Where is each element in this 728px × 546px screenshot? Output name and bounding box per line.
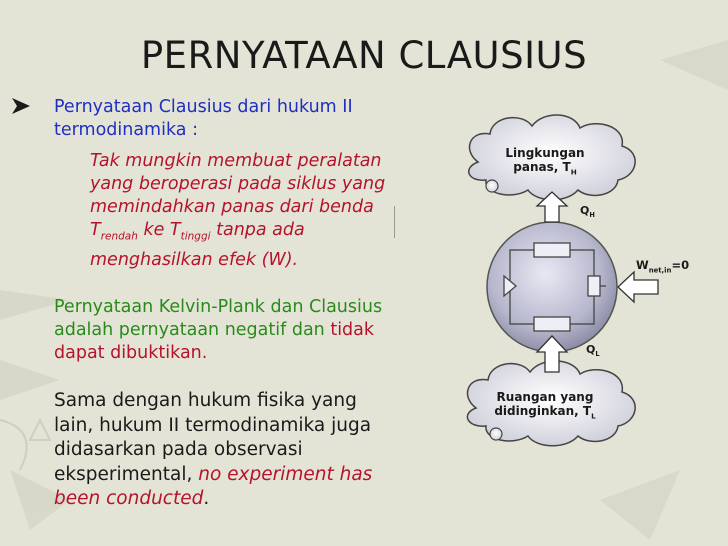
physics-line-2: lain, hukum II termodinamika juga xyxy=(54,414,372,436)
t-high-subscript: tinggi xyxy=(180,230,211,243)
cold-reservoir-subscript: L xyxy=(591,411,596,421)
heat-pump-device xyxy=(487,222,617,352)
work-symbol: W xyxy=(636,258,649,272)
kelvin-part-4: dapat dibuktikan. xyxy=(54,343,208,363)
statement-tail: tanpa ada xyxy=(210,220,305,240)
cold-reservoir-label xyxy=(486,390,604,420)
cold-reservoir-line-2 xyxy=(486,404,604,420)
hot-reservoir-line-2 xyxy=(490,160,600,176)
statement-line-3: memindahkan panas dari benda xyxy=(90,197,374,217)
arrow-work-icon xyxy=(618,272,658,302)
hot-reservoir-subscript: H xyxy=(570,167,577,177)
work-label xyxy=(636,258,689,274)
slide-title: PERNYATAAN CLAUSIUS xyxy=(140,34,588,77)
hot-reservoir-text: panas, T xyxy=(513,160,571,174)
physics-line-1: Sama dengan hukum fisika yang xyxy=(54,390,357,411)
physics-line-3: didasarkan pada observasi xyxy=(54,439,303,460)
physics-line-4a: eksperimental, xyxy=(54,463,199,485)
ql-subscript: L xyxy=(595,350,600,359)
work-value: =0 xyxy=(671,258,690,272)
kelvin-part-2: adalah pernyataan negatif dan xyxy=(54,320,331,340)
ql-label xyxy=(586,343,600,358)
hot-reservoir-line-1: Lingkungan xyxy=(505,146,585,160)
qh-symbol: Q xyxy=(580,204,590,217)
qh-subscript: H xyxy=(589,211,595,220)
bullet-line-1: Pernyataan Clausius dari hukum II xyxy=(54,97,353,117)
cold-reservoir-line-1: Ruangan yang xyxy=(496,390,594,404)
hot-reservoir-label xyxy=(490,146,600,176)
kelvin-part-1: Pernyataan Kelvin-Plank dan Clausius xyxy=(54,297,383,317)
statement-line-2: yang beroperasi pada siklus yang xyxy=(90,174,386,194)
t-low-symbol: T xyxy=(90,220,101,240)
physics-line-5b: . xyxy=(203,488,210,509)
work-subscript: net,in xyxy=(648,266,672,275)
physics-line-5a: been conducted xyxy=(54,488,204,509)
statement-mid: ke T xyxy=(137,220,181,240)
ql-symbol: Q xyxy=(586,343,596,356)
kelvin-part-3: tidak xyxy=(330,320,375,340)
physics-line-4b: no experiment has xyxy=(198,463,373,485)
bullet-line-2: termodinamika : xyxy=(54,120,198,140)
t-low-subscript: rendah xyxy=(100,230,138,243)
cold-reservoir-text: didinginkan, T xyxy=(494,404,592,418)
qh-label xyxy=(580,204,595,219)
statement-line-1: Tak mungkin membuat peralatan xyxy=(90,151,382,171)
statement-line-5: menghasilkan efek (W). xyxy=(90,249,299,270)
